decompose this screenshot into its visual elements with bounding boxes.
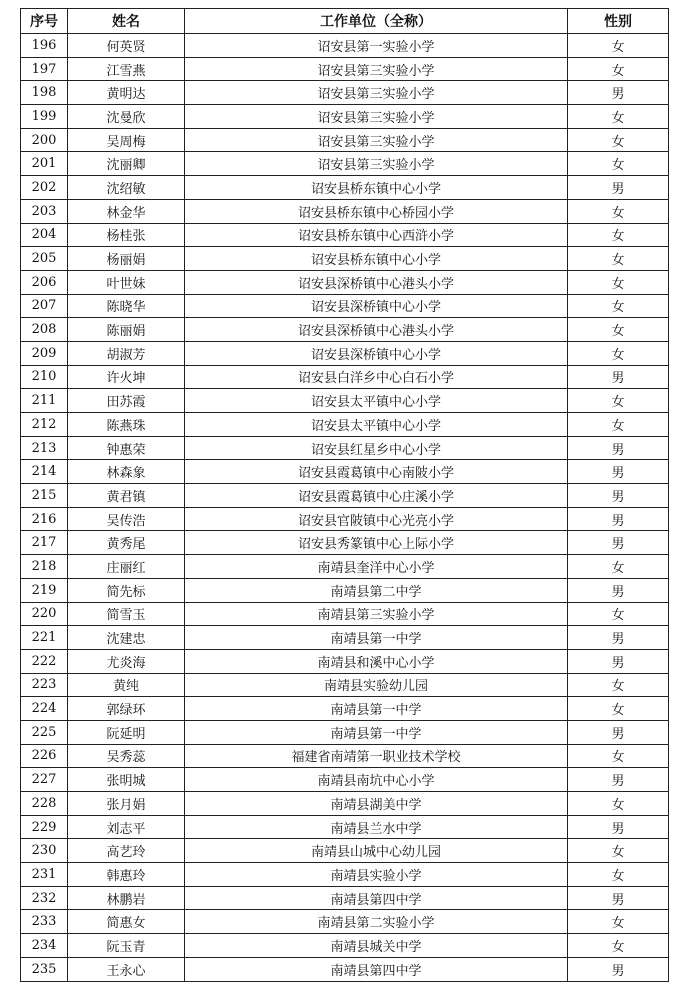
table-row [21,720,669,744]
cell-unit: 南靖县第一中学 [185,720,568,744]
cell-sex: 女 [568,34,669,58]
cell-unit: 诏安县第三实验小学 [185,57,568,81]
cell-unit: 诏安县桥东镇中心西浒小学 [185,223,568,247]
cell-no: 225 [21,720,68,744]
cell-sex: 女 [568,673,669,697]
cell-name: 阮延明 [68,720,185,744]
cell-unit: 南靖县第二实验小学 [185,910,568,934]
cell-unit: 南靖县和溪中心小学 [185,649,568,673]
cell-no: 223 [21,673,68,697]
cell-sex: 男 [568,768,669,792]
cell-no: 232 [21,886,68,910]
cell-no: 220 [21,602,68,626]
table-row [21,105,669,129]
cell-no: 219 [21,578,68,602]
cell-unit: 诏安县官陂镇中心光亮小学 [185,507,568,531]
table-row [21,697,669,721]
table-row [21,957,669,981]
cell-sex: 女 [568,389,669,413]
table-row [21,673,669,697]
cell-sex: 男 [568,957,669,981]
cell-no: 202 [21,176,68,200]
cell-unit: 诏安县第三实验小学 [185,152,568,176]
table-row [21,484,669,508]
cell-no: 229 [21,815,68,839]
cell-no: 214 [21,460,68,484]
cell-unit: 诏安县第三实验小学 [185,105,568,129]
cell-sex: 女 [568,105,669,129]
cell-unit: 南靖县第四中学 [185,957,568,981]
table-row [21,199,669,223]
cell-unit: 诏安县第一实验小学 [185,34,568,58]
cell-sex: 男 [568,176,669,200]
cell-no: 235 [21,957,68,981]
cell-no: 201 [21,152,68,176]
cell-unit: 诏安县太平镇中心小学 [185,389,568,413]
cell-sex: 女 [568,223,669,247]
cell-no: 203 [21,199,68,223]
cell-sex: 女 [568,199,669,223]
cell-sex: 男 [568,815,669,839]
cell-name: 江雪燕 [68,57,185,81]
cell-name: 吴秀蕊 [68,744,185,768]
table-row [21,744,669,768]
table-row [21,57,669,81]
cell-sex: 女 [568,270,669,294]
cell-unit: 南靖县第二中学 [185,578,568,602]
cell-name: 简先标 [68,578,185,602]
cell-name: 沈丽卿 [68,152,185,176]
cell-sex: 男 [568,507,669,531]
cell-unit: 南靖县第四中学 [185,886,568,910]
cell-unit: 诏安县秀篆镇中心上际小学 [185,531,568,555]
cell-no: 197 [21,57,68,81]
cell-unit: 诏安县霞葛镇中心庄溪小学 [185,484,568,508]
cell-no: 226 [21,744,68,768]
table-row [21,768,669,792]
cell-unit: 诏安县红星乡中心小学 [185,436,568,460]
table-row [21,389,669,413]
cell-unit: 南靖县南坑中心小学 [185,768,568,792]
cell-no: 215 [21,484,68,508]
table-row [21,839,669,863]
cell-unit: 诏安县霞葛镇中心南陂小学 [185,460,568,484]
cell-unit: 南靖县山城中心幼儿园 [185,839,568,863]
cell-sex: 男 [568,81,669,105]
cell-sex: 女 [568,792,669,816]
cell-name: 黄明达 [68,81,185,105]
cell-sex: 男 [568,626,669,650]
cell-no: 216 [21,507,68,531]
table-row [21,578,669,602]
header-name: 姓名 [68,9,185,34]
cell-unit: 诏安县第三实验小学 [185,128,568,152]
cell-name: 林森象 [68,460,185,484]
cell-no: 206 [21,270,68,294]
cell-name: 吴周梅 [68,128,185,152]
table-row [21,270,669,294]
cell-unit: 诏安县桥东镇中心小学 [185,176,568,200]
cell-name: 郭绿环 [68,697,185,721]
cell-name: 胡淑芳 [68,341,185,365]
cell-sex: 男 [568,886,669,910]
cell-sex: 女 [568,152,669,176]
roster-sheet [20,8,669,982]
cell-unit: 诏安县深桥镇中心小学 [185,294,568,318]
cell-sex: 女 [568,57,669,81]
table-row [21,81,669,105]
cell-unit: 南靖县湖美中学 [185,792,568,816]
cell-no: 212 [21,413,68,437]
cell-no: 200 [21,128,68,152]
cell-no: 204 [21,223,68,247]
cell-no: 213 [21,436,68,460]
cell-sex: 女 [568,413,669,437]
cell-sex: 男 [568,460,669,484]
cell-name: 沈曼欣 [68,105,185,129]
cell-unit: 诏安县深桥镇中心港头小学 [185,270,568,294]
table-row [21,34,669,58]
cell-name: 黄秀尾 [68,531,185,555]
header-row [21,9,669,34]
table-row [21,555,669,579]
cell-name: 尤炎海 [68,649,185,673]
table-row [21,247,669,271]
cell-sex: 女 [568,910,669,934]
cell-name: 何英贤 [68,34,185,58]
table-row [21,318,669,342]
cell-name: 黄纯 [68,673,185,697]
table-header [21,9,669,34]
table-row [21,365,669,389]
cell-name: 钟惠荣 [68,436,185,460]
cell-sex: 男 [568,365,669,389]
cell-no: 198 [21,81,68,105]
cell-unit: 南靖县城关中学 [185,934,568,958]
cell-unit: 诏安县深桥镇中心小学 [185,341,568,365]
cell-unit: 诏安县深桥镇中心港头小学 [185,318,568,342]
cell-name: 杨丽娟 [68,247,185,271]
cell-name: 陈晓华 [68,294,185,318]
cell-name: 陈丽娟 [68,318,185,342]
table-row [21,223,669,247]
table-row [21,341,669,365]
cell-sex: 女 [568,318,669,342]
table-row [21,152,669,176]
cell-sex: 男 [568,531,669,555]
cell-unit: 诏安县桥东镇中心桥园小学 [185,199,568,223]
header-unit: 工作单位（全称） [185,9,568,34]
cell-no: 230 [21,839,68,863]
table-row [21,128,669,152]
cell-sex: 男 [568,484,669,508]
cell-no: 207 [21,294,68,318]
cell-sex: 女 [568,744,669,768]
cell-sex: 女 [568,294,669,318]
cell-name: 黄君镇 [68,484,185,508]
cell-unit: 诏安县太平镇中心小学 [185,413,568,437]
table-row [21,176,669,200]
teacher-roster-table [20,8,669,982]
cell-unit: 诏安县第三实验小学 [185,81,568,105]
cell-name: 陈燕珠 [68,413,185,437]
cell-no: 224 [21,697,68,721]
table-row [21,815,669,839]
cell-no: 234 [21,934,68,958]
cell-sex: 男 [568,578,669,602]
cell-sex: 女 [568,555,669,579]
cell-no: 210 [21,365,68,389]
cell-no: 199 [21,105,68,129]
cell-unit: 南靖县实验幼儿园 [185,673,568,697]
cell-unit: 南靖县第三实验小学 [185,602,568,626]
table-row [21,863,669,887]
cell-no: 227 [21,768,68,792]
cell-name: 林鹏岩 [68,886,185,910]
header-sex: 性别 [568,9,669,34]
cell-no: 205 [21,247,68,271]
cell-name: 庄丽红 [68,555,185,579]
cell-name: 叶世妹 [68,270,185,294]
cell-sex: 女 [568,602,669,626]
cell-no: 196 [21,34,68,58]
table-row [21,294,669,318]
cell-unit: 南靖县第一中学 [185,697,568,721]
cell-name: 杨桂张 [68,223,185,247]
table-row [21,507,669,531]
cell-unit: 南靖县兰水中学 [185,815,568,839]
cell-name: 张明城 [68,768,185,792]
cell-sex: 女 [568,128,669,152]
cell-name: 张月娟 [68,792,185,816]
cell-name: 吴传浩 [68,507,185,531]
cell-sex: 女 [568,341,669,365]
cell-unit: 南靖县第一中学 [185,626,568,650]
cell-no: 217 [21,531,68,555]
table-row [21,460,669,484]
cell-name: 阮玉青 [68,934,185,958]
table-row [21,910,669,934]
cell-sex: 女 [568,839,669,863]
cell-no: 211 [21,389,68,413]
table-row [21,649,669,673]
cell-name: 沈建忠 [68,626,185,650]
cell-no: 233 [21,910,68,934]
cell-name: 许火坤 [68,365,185,389]
cell-sex: 女 [568,247,669,271]
table-row [21,626,669,650]
cell-unit: 诏安县白洋乡中心白石小学 [185,365,568,389]
table-row [21,413,669,437]
cell-name: 简雪玉 [68,602,185,626]
cell-sex: 女 [568,863,669,887]
cell-name: 韩惠玲 [68,863,185,887]
cell-unit: 福建省南靖第一职业技术学校 [185,744,568,768]
table-row [21,792,669,816]
cell-name: 简惠女 [68,910,185,934]
cell-name: 王永心 [68,957,185,981]
cell-no: 208 [21,318,68,342]
table-row [21,886,669,910]
cell-name: 沈绍敏 [68,176,185,200]
cell-no: 209 [21,341,68,365]
cell-no: 222 [21,649,68,673]
cell-no: 218 [21,555,68,579]
cell-name: 高艺玲 [68,839,185,863]
cell-name: 田苏霞 [68,389,185,413]
cell-no: 228 [21,792,68,816]
table-row [21,436,669,460]
cell-sex: 女 [568,934,669,958]
table-row [21,934,669,958]
cell-sex: 男 [568,649,669,673]
cell-no: 221 [21,626,68,650]
cell-unit: 诏安县桥东镇中心小学 [185,247,568,271]
cell-sex: 女 [568,697,669,721]
cell-name: 林金华 [68,199,185,223]
cell-sex: 男 [568,436,669,460]
cell-unit: 南靖县实验小学 [185,863,568,887]
header-no: 序号 [21,9,68,34]
table-row [21,531,669,555]
cell-name: 刘志平 [68,815,185,839]
table-body [21,34,669,982]
cell-sex: 男 [568,720,669,744]
table-row [21,602,669,626]
cell-unit: 南靖县奎洋中心小学 [185,555,568,579]
cell-no: 231 [21,863,68,887]
